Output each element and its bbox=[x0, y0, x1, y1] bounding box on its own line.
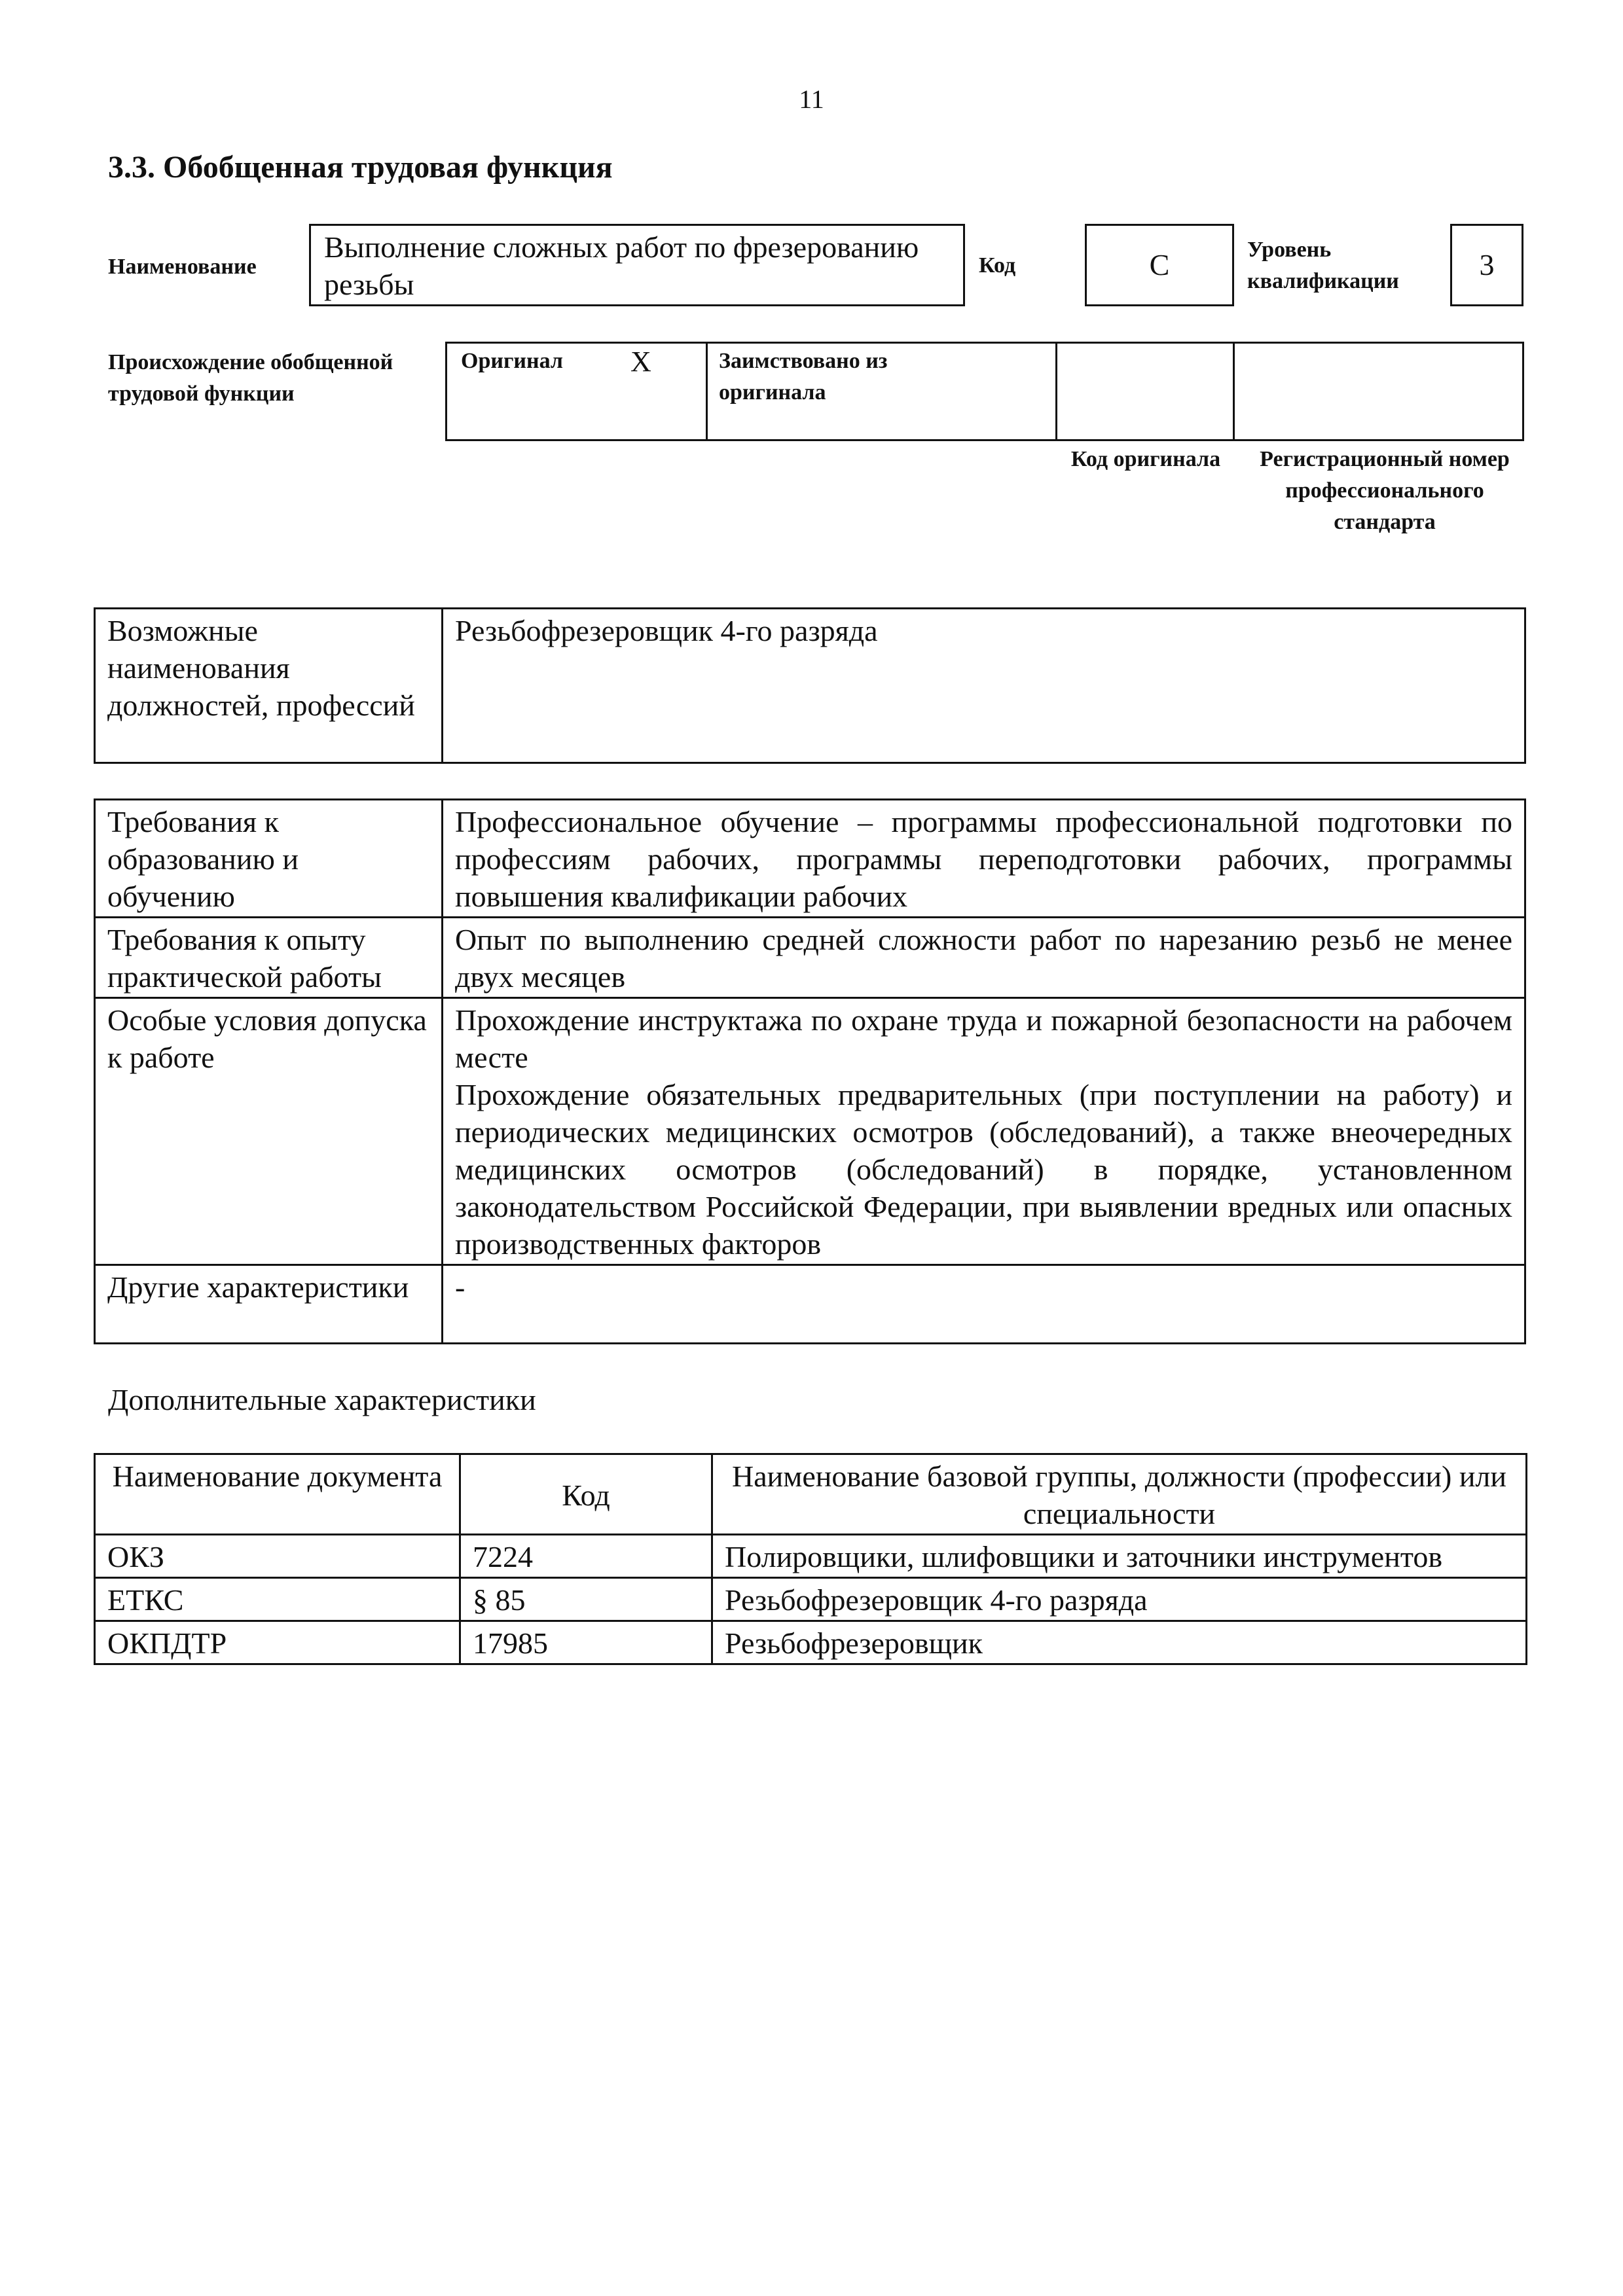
section-heading: 3.3. Обобщенная трудовая функция bbox=[108, 150, 613, 185]
page-number: 11 bbox=[799, 84, 824, 114]
req-value: Опыт по выполнению средней сложности работ по нарезанию резьб не менее двух месяцев bbox=[443, 918, 1525, 998]
table-cell: § 85 bbox=[460, 1578, 712, 1621]
name-value: Выполнение сложных работ по фрезерованию резьбы bbox=[309, 224, 965, 306]
header-cell: Наименование базовой группы, должности (профессии) или специальности bbox=[712, 1454, 1527, 1535]
additional-table bbox=[94, 1453, 1527, 1665]
header-cell: Наименование документа bbox=[95, 1454, 460, 1535]
header-cell: Код bbox=[460, 1454, 712, 1535]
req-value: Профессиональное обучение – программы профессиональной подготовки по профессиям рабочих, программы переподготовки рабочих, программы повышения квалификации рабочих bbox=[443, 800, 1525, 918]
code-label: Код bbox=[979, 253, 1016, 278]
table-row bbox=[95, 1535, 1527, 1578]
reg-number-caption: Регистрационный номер профессионального стандарта bbox=[1260, 447, 1510, 534]
req-value-cell bbox=[443, 998, 1525, 1265]
original-mark: X bbox=[630, 346, 651, 378]
table-cell: Резьбофрезеровщик 4-го разряда bbox=[712, 1578, 1527, 1621]
table-cell: 7224 bbox=[460, 1535, 712, 1578]
table-cell: ОКЗ bbox=[95, 1535, 460, 1578]
borrowed-label: Заимствовано из оригинала bbox=[719, 349, 888, 404]
table-cell: 17985 bbox=[460, 1621, 712, 1664]
level-value: 3 bbox=[1450, 224, 1523, 306]
table-row bbox=[95, 998, 1525, 1265]
req-label: Требования к образованию и обучению bbox=[95, 800, 443, 918]
req-value: - bbox=[443, 1265, 1525, 1344]
positions-label: Возможные наименования должностей, профессий bbox=[95, 609, 443, 763]
req-label: Другие характеристики bbox=[95, 1265, 443, 1344]
additional-title: Дополнительные характеристики bbox=[108, 1383, 536, 1416]
req-value: Прохождение инструктажа по охране труда и пожарной безопасности на рабочем месте bbox=[455, 1003, 1512, 1074]
level-label: Уровень квалификации bbox=[1247, 238, 1399, 293]
table-cell: Резьбофрезеровщик bbox=[712, 1621, 1527, 1664]
table-cell: ОКПДТР bbox=[95, 1621, 460, 1664]
requirements-table bbox=[94, 798, 1526, 1344]
table-cell: Полировщики, шлифовщики и заточники инструментов bbox=[712, 1535, 1527, 1578]
table-row bbox=[95, 918, 1525, 998]
positions-table bbox=[94, 607, 1526, 764]
table-row bbox=[95, 1265, 1525, 1344]
code-value: C bbox=[1085, 224, 1234, 306]
table-row bbox=[95, 800, 1525, 918]
req-label: Особые условия допуска к работе bbox=[95, 998, 443, 1265]
code-original-caption: Код оригинала bbox=[1070, 447, 1221, 471]
table-row bbox=[95, 1621, 1527, 1664]
table-row bbox=[95, 1578, 1527, 1621]
original-label: Оригинал bbox=[461, 349, 563, 373]
name-label: Наименование bbox=[108, 255, 257, 279]
req-value-2: Прохождение обязательных предварительных (при поступлении на работу) и периодических медицинских осмотров (обследований), а также внеочередных медицинских осмотров (обследований) в порядке, установленном законодательством Российской Федерации, при выявлении вредных или опасных производственных факторов bbox=[455, 1078, 1512, 1261]
table-header-row bbox=[95, 1454, 1527, 1535]
req-label: Требования к опыту практической работы bbox=[95, 918, 443, 998]
origin-label: Происхождение обобщенной трудовой функции bbox=[108, 350, 393, 406]
table-cell: ЕТКС bbox=[95, 1578, 460, 1621]
positions-value: Резьбофрезеровщик 4-го разряда bbox=[443, 609, 1525, 763]
